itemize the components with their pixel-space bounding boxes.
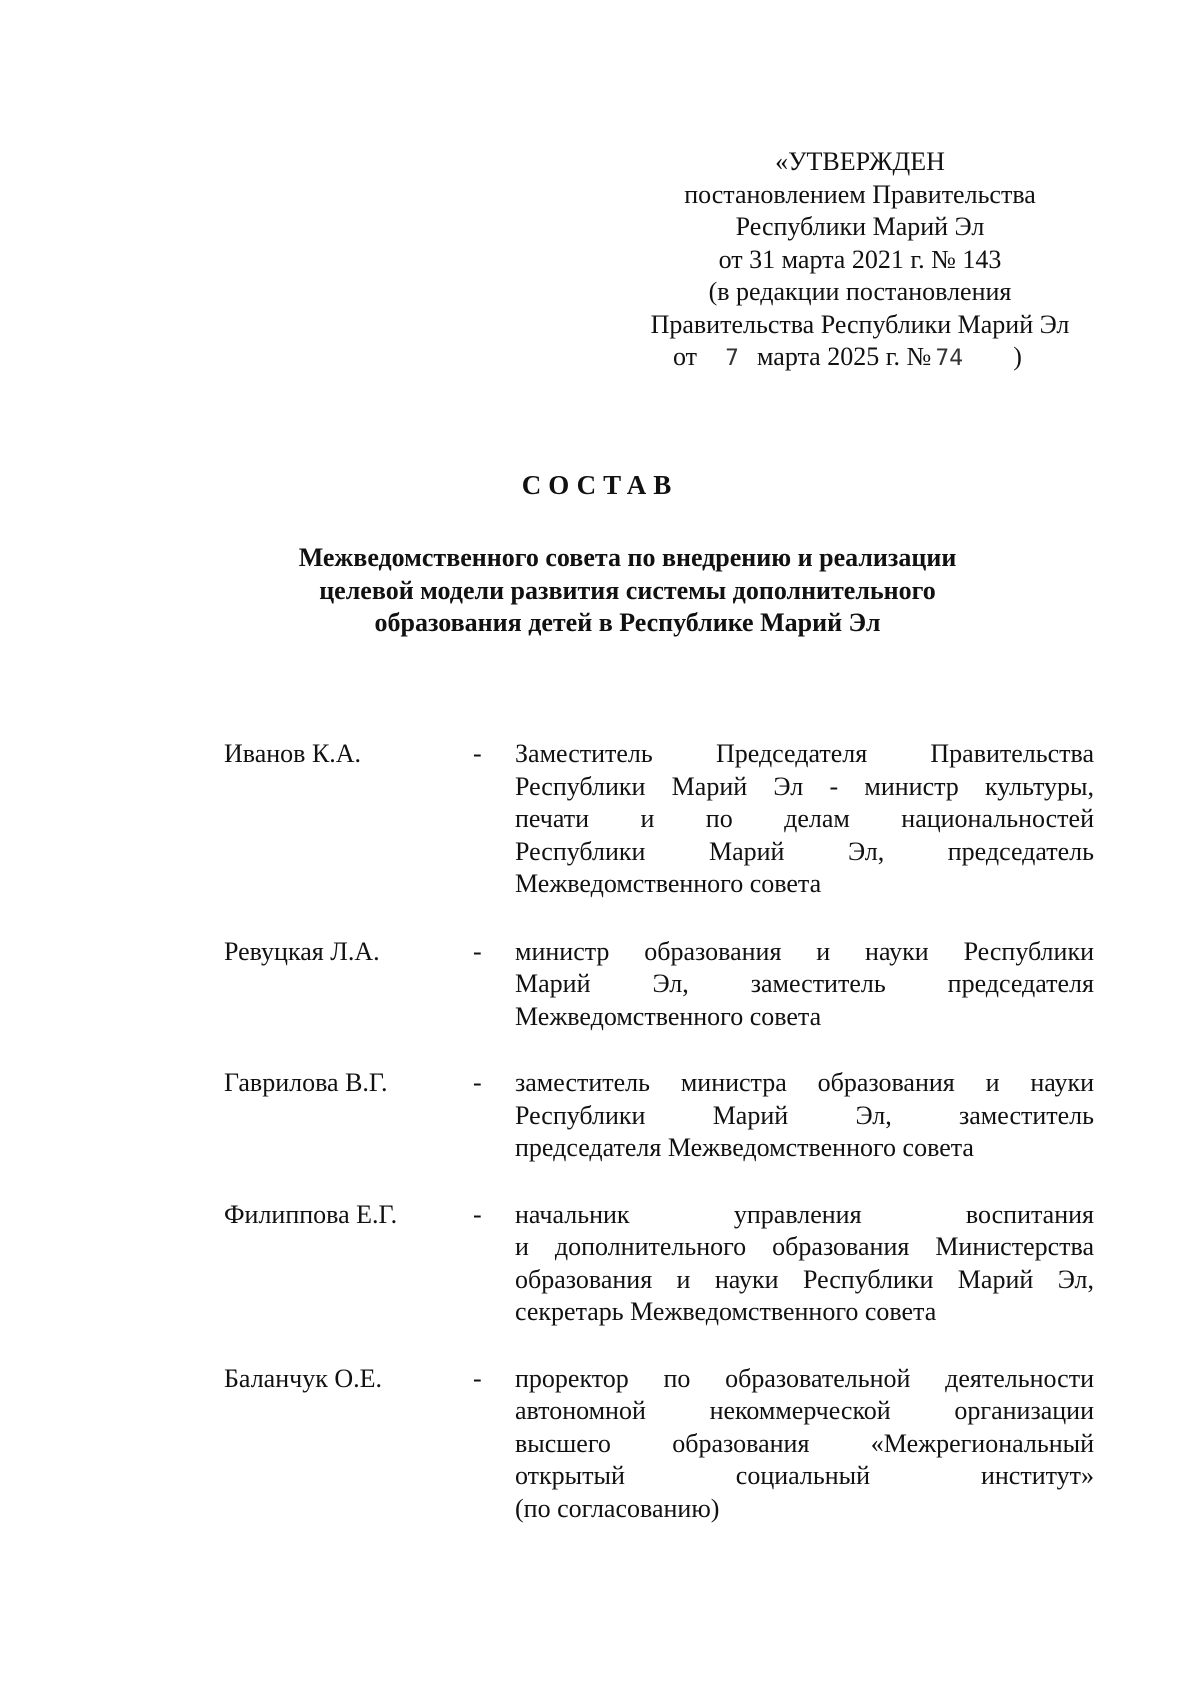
member-role-line: Заместитель Председателя Правительства bbox=[515, 739, 1094, 768]
member-row bbox=[224, 936, 1094, 1034]
member-role-line: министр образования и науки Республики bbox=[515, 936, 1094, 966]
member-name: Ревуцкая Л.А. bbox=[224, 936, 380, 966]
member-role-line: проректор по образовательной деятельности bbox=[515, 1363, 1094, 1393]
approval-line: Республики Марий Эл bbox=[735, 212, 985, 241]
member-dash: - bbox=[473, 1199, 482, 1229]
member-role-line: заместитель министра образования и науки bbox=[515, 1068, 1094, 1097]
members-list bbox=[224, 738, 1094, 1525]
member-role bbox=[515, 738, 1094, 901]
approval-line: постановлением Правительства bbox=[684, 179, 1036, 209]
document-subtitle bbox=[250, 542, 1005, 640]
member-role bbox=[515, 1363, 1094, 1526]
member-role-line: Республики Марий Эл, председатель bbox=[515, 836, 1094, 866]
member-role-line: высшего образования «Межрегиональный bbox=[515, 1428, 1094, 1458]
member-name: Гаврилова В.Г. bbox=[224, 1068, 388, 1097]
member-dash: - bbox=[473, 1068, 482, 1097]
approval-block bbox=[600, 146, 1120, 376]
approval-line: Правительства Республики Марий Эл bbox=[650, 309, 1070, 339]
member-role-line: Межведомственного совета bbox=[515, 1001, 822, 1031]
subtitle-line: образования детей в Республике Марий Эл bbox=[374, 608, 881, 637]
member-role-line: печати и по делам национальностей bbox=[515, 804, 1094, 833]
member-row bbox=[224, 1199, 1094, 1329]
member-role-line: Республики Марий Эл - министр культуры, bbox=[515, 771, 1094, 801]
approval-line: от 31 марта 2021 г. № 143 bbox=[718, 244, 1002, 274]
member-role-line: автономной некоммерческой организации bbox=[515, 1396, 1094, 1425]
approval-date-prefix: от bbox=[673, 342, 698, 371]
member-role-line: секретарь Межведомственного совета bbox=[515, 1297, 937, 1326]
member-dash: - bbox=[473, 1363, 482, 1393]
approval-date-line bbox=[600, 341, 1120, 376]
approval-date-middle: марта 2025 г. № bbox=[757, 342, 932, 371]
approval-line: «УТВЕРЖДЕН bbox=[775, 147, 945, 176]
approval-line: (в редакции постановления bbox=[708, 277, 1012, 306]
member-role-line: (по согласованию) bbox=[515, 1493, 720, 1523]
subtitle-line: Межведомственного совета по внедрению и реализации bbox=[298, 543, 957, 572]
member-role bbox=[515, 1199, 1094, 1329]
member-role-line: открытый социальный институт» bbox=[515, 1461, 1094, 1490]
member-role bbox=[515, 936, 1094, 1034]
member-role-line: председателя Межведомственного совета bbox=[515, 1133, 974, 1162]
member-role-line: начальник управления воспитания bbox=[515, 1199, 1094, 1229]
member-row bbox=[224, 738, 1094, 901]
member-role-line: Марий Эл, заместитель председателя bbox=[515, 969, 1094, 998]
member-row bbox=[224, 1067, 1094, 1165]
member-role-line: Межведомственного совета bbox=[515, 869, 822, 898]
member-row bbox=[224, 1363, 1094, 1526]
member-name: Иванов К.А. bbox=[224, 739, 362, 768]
member-name: Филиппова Е.Г. bbox=[224, 1199, 398, 1229]
member-role-line: образования и науки Республики Марий Эл, bbox=[515, 1264, 1094, 1294]
member-role-line: Республики Марий Эл, заместитель bbox=[515, 1100, 1094, 1130]
approval-date-suffix: ) bbox=[1013, 342, 1022, 371]
member-role bbox=[515, 1067, 1094, 1165]
subtitle-line: целевой модели развития системы дополнительного bbox=[319, 575, 936, 605]
member-role-line: и дополнительного образования Министерства bbox=[515, 1232, 1094, 1261]
document-title: СОСТАВ bbox=[521, 470, 679, 500]
member-name: Баланчук О.Е. bbox=[224, 1363, 382, 1393]
member-dash: - bbox=[473, 739, 482, 768]
handwritten-day: 7 bbox=[725, 346, 740, 371]
handwritten-number: 74 bbox=[935, 346, 964, 371]
member-dash: - bbox=[473, 936, 482, 966]
